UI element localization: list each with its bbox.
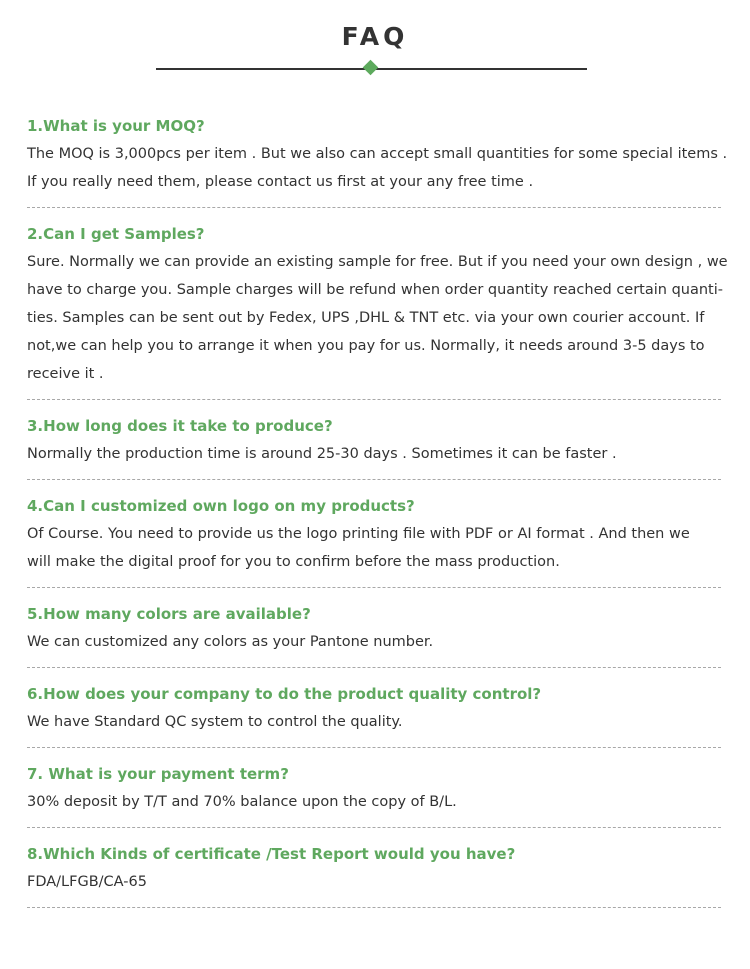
faq-question: 4.Can I customized own logo on my products? [27, 497, 415, 515]
faq-question: 3.How long does it take to produce? [27, 417, 333, 435]
faq-answer-line: FDA/LFGB/CA-65 [27, 874, 147, 890]
faq-question: 7. What is your payment term? [27, 765, 289, 783]
faq-header [0, 0, 750, 100]
faq-answer [27, 140, 728, 196]
faq-answer-line: Normally the production time is around 25-30 days . Sometimes it can be faster . [27, 446, 617, 462]
faq-item-samples [27, 220, 728, 400]
faq-answer-line: will make the digital proof for you to confirm before the mass production. [27, 554, 560, 570]
faq-answer-line: The MOQ is 3,000pcs per item . But we also can accept small quantities for some special items . [27, 146, 728, 162]
faq-question: 1.What is your MOQ? [27, 117, 205, 135]
faq-item-custom-logo [27, 492, 721, 588]
faq-item-certificate [27, 840, 721, 908]
faq-question: 6.How does your company to do the product quality control? [27, 685, 542, 703]
faq-item-payment-term [27, 760, 721, 828]
faq-question: 5.How many colors are available? [27, 605, 311, 623]
faq-answer-line: We have Standard QC system to control the quality. [27, 714, 403, 730]
faq-answer [27, 788, 721, 816]
faq-item-colors [27, 600, 721, 668]
faq-question: 8.Which Kinds of certificate /Test Report would you have? [27, 845, 516, 863]
faq-answer [27, 708, 721, 736]
faq-item-quality-control [27, 680, 721, 748]
faq-answer [27, 868, 721, 896]
faq-answer-line: ties. Samples can be sent out by Fedex, UPS ,DHL & TNT etc. via your own courier account. If [27, 310, 705, 326]
faq-list [27, 112, 728, 920]
faq-question: 2.Can I get Samples? [27, 225, 205, 243]
faq-answer [27, 628, 721, 656]
faq-answer-line: have to charge you. Sample charges will be refund when order quantity reached certain quanti- [27, 282, 723, 298]
faq-answer [27, 248, 728, 388]
page-title: FAQ [341, 22, 409, 51]
faq-answer-line: 30% deposit by T/T and 70% balance upon the copy of B/L. [27, 794, 457, 810]
faq-answer-line: not,we can help you to arrange it when you pay for us. Normally, it needs around 3-5 days to [27, 338, 705, 354]
faq-answer-line: We can customized any colors as your Pantone number. [27, 634, 434, 650]
faq-answer [27, 520, 721, 576]
faq-answer [27, 440, 721, 468]
faq-item-production-time [27, 412, 721, 480]
faq-answer-line: Of Course. You need to provide us the logo printing file with PDF or AI format . And then we [27, 526, 690, 542]
faq-item-moq [27, 112, 728, 208]
faq-answer-line: If you really need them, please contact us first at your any free time . [27, 174, 534, 190]
diamond-ornament-icon [363, 60, 379, 76]
faq-answer-line: Sure. Normally we can provide an existing sample for free. But if you need your own design , we [27, 254, 728, 270]
faq-answer-line: receive it . [27, 366, 104, 382]
